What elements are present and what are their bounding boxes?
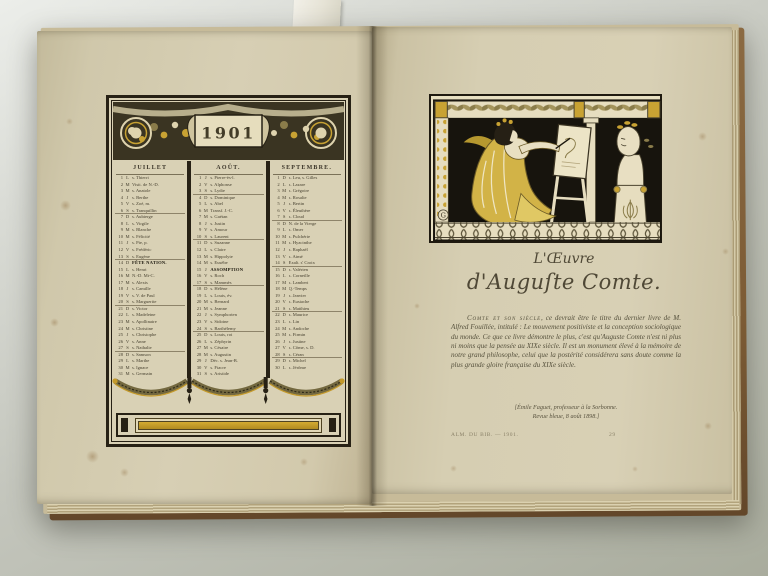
calendar-day-row: 17 M s. Alexis <box>118 279 148 285</box>
calendar-day-row: 14 D FÊTE NATION. <box>115 260 185 267</box>
calendar-day-row: 24 M s. Andoche <box>275 325 310 331</box>
calendar-day-row: 5 J s. Bertin <box>277 201 305 207</box>
calendar-day-row: 19 J s. Janvier <box>275 292 307 298</box>
calendar-day-row: 12 V s. Frédéric <box>118 247 152 253</box>
calendar-day-row: 19 V s. V. de Paul <box>118 292 155 298</box>
svg-text:G: G <box>440 211 446 220</box>
swag <box>115 381 187 396</box>
ribbon-knot <box>112 378 117 383</box>
calendar-day-row: 7 D s. Aubierge <box>115 214 185 221</box>
article-lead: Comte et son siècle <box>467 314 541 322</box>
article-title-line2: d'Auguſte Comte. <box>466 270 662 294</box>
gold-bar-ornament <box>138 421 319 430</box>
calendar-day-row: 22 D s. Maurice <box>272 312 342 319</box>
calendar-day-row: 21 D s. Victor <box>115 306 185 313</box>
calendar-day-row: 4 D s. Dominique <box>193 195 263 202</box>
calendar-day-row: 27 S s. Nathalie <box>118 345 152 351</box>
calendar-day-row: 9 M s. Blanche <box>120 227 152 233</box>
calendar-day-row: 3 S s. Lydie <box>199 188 225 194</box>
calendar-day-row: 9 L s. Omer <box>277 227 304 233</box>
calendar-day-row: 21 S s. Matthieu <box>275 305 310 311</box>
floral-frieze-1901 <box>112 101 345 161</box>
calendar-day-row: 8 D N. de la Vierge <box>272 221 342 228</box>
calendar-column <box>113 161 187 378</box>
calendar-day-row: 29 D s. Michel <box>272 358 342 365</box>
calendar-day-row: 13 M s. Hippolyte <box>196 253 233 259</box>
calendar-day-row: 24 M s. Christine <box>118 325 153 331</box>
right-medallion <box>306 118 336 148</box>
calendar-day-row: 29 J Déc. s. Jean-B. <box>196 358 239 364</box>
calendar-day-row: 22 J s. Symphorien <box>196 312 237 318</box>
calendar-day-row: 15 L s. Henri <box>118 266 147 272</box>
calendar-day-row: 3 M s. Grégoire <box>277 188 310 194</box>
calendar-day-row: 26 V s. Anne <box>118 338 146 344</box>
calendar-ornament-band <box>112 101 345 161</box>
month-header: JUILLET <box>116 161 184 175</box>
calendar-day-row: 31 S s. Aristide <box>196 371 229 377</box>
calendar-day-row: 15 D s. Valérien <box>272 267 342 274</box>
calendar-day-row: 20 M s. Bernard <box>196 299 230 305</box>
calendar-day-row: 21 M s. Jeanne <box>196 305 227 311</box>
book-gutter <box>356 26 388 506</box>
calendar-day-row: 31 M s. Germain <box>118 371 153 377</box>
calendar-day-row: 2 M Visit. de N.-D. <box>120 181 159 187</box>
calendar-day-row: 15 J ASSOMPTION <box>196 266 244 272</box>
calendar-day-row: 11 J s. Pie, p. <box>118 240 148 246</box>
article-body <box>451 314 681 370</box>
calendar-plate <box>106 95 351 447</box>
page-footer <box>451 432 681 442</box>
calendar-day-row: 18 D s. Hélène <box>193 286 263 293</box>
calendar-day-row: 6 M Transf. J.-C. <box>199 207 234 213</box>
calendar-day-row: 8 L s. Virgile <box>120 220 149 226</box>
calendar-day-row: 26 J s. Justine <box>275 338 306 344</box>
calendar-day-row: 27 V s. Côme, s. D. <box>275 345 315 351</box>
calendar-day-row: 29 L s. Marthe <box>118 358 150 364</box>
calendar-day-row: 23 L s. Lin <box>275 319 300 325</box>
calendar-day-row: 25 J s. Christophe <box>118 332 157 338</box>
calendar-day-row: 9 V s. Amour <box>199 227 228 233</box>
calendar-day-row: 2 L s. Lazare <box>277 181 306 187</box>
illustration-plate <box>429 94 662 243</box>
calendar-day-row: 5 V s. Zoé, m. <box>120 201 151 207</box>
calendar-day-row: 19 L s. Louis, év. <box>196 292 233 298</box>
calendar-column <box>191 161 265 378</box>
calendar-day-row: 4 M s. Rosalie <box>277 194 307 200</box>
calendar-day-row: 1 D s. Leu, s. Gilles <box>277 175 318 180</box>
calendar-day-row: 17 M s. Lambert <box>275 279 309 285</box>
calendar-day-row: 16 L s. Corneille <box>275 273 310 279</box>
month-header: AOÛT. <box>194 161 262 175</box>
swag <box>192 381 265 396</box>
calendar-day-row: 7 S s. Cloud <box>277 214 304 220</box>
year-label: 1901 <box>201 123 256 143</box>
calendar-day-row: 11 M s. Hyacinthe <box>275 240 312 246</box>
month-header: SEPTEMBRE. <box>273 161 341 175</box>
footer-almanac-label: ALM. DU BIB. — 1901. <box>451 432 519 438</box>
calendar-day-row: 28 S s. Céran <box>275 351 304 357</box>
calendar-day-row: 28 M s. Augustin <box>196 351 232 357</box>
attribution-line1: [Émile Faguet, professeur à la Sorbonne. <box>514 404 618 411</box>
balustrade <box>435 222 660 239</box>
left-medallion <box>121 118 151 148</box>
calendar-day-row: 16 V s. Roch <box>196 273 225 279</box>
year-banner <box>188 115 270 147</box>
artist-monogram <box>438 210 448 220</box>
calendar-day-row: 20 V s. Eustache <box>275 299 310 305</box>
calendar-day-row: 30 V s. Fiacre <box>196 364 226 370</box>
calendar-day-row: 17 S s. Mammès <box>196 279 232 285</box>
ribbon-knot <box>339 378 344 383</box>
calendar-day-row: 30 L s. Jérôme <box>275 364 307 370</box>
calendar-day-row: 26 L s. Zéphyrin <box>196 338 232 344</box>
calendar-day-row: 24 S s. Barthélemy <box>196 325 236 331</box>
calendar-day-row: 23 V s. Sidoine <box>196 319 229 325</box>
left-pilaster <box>435 118 448 222</box>
article-title-line1: L'Œuvre <box>533 251 595 267</box>
calendar-day-row: 22 L s. Madeleine <box>118 312 156 318</box>
article-body-text: , ce devrait être le titre du dernier livre de M. Alfred Fouillée, intitulé : Le mouvement positiviste et la conception sociologique du monde. Ce que ce livre démontre le plus, c'est qu'Auguste Comte n'est ni plus ni moins que la pensée au XIXe siècle. Il est un monument élevé à la mémoire de notre grand philosophe, celui que la postérité considérera sans doute comme la plus grande gloire française du XIXe siècle. <box>451 314 681 369</box>
calendar-day-row: 3 M s. Anatole <box>120 188 151 194</box>
calendar-day-row: 18 J s. Camille <box>118 286 151 292</box>
footer-page-number: 29 <box>609 432 616 438</box>
calendar-columns <box>112 161 345 378</box>
calendar-day-row: 10 S s. Laurent <box>196 233 229 239</box>
calendar-garland <box>112 377 345 413</box>
column-finial <box>263 377 268 404</box>
calendar-day-row: 1 L s. Thierri <box>120 175 149 180</box>
calendar-column <box>270 161 344 378</box>
calendar-day-row: 23 M s. Apollinaire <box>118 319 157 325</box>
calendar-day-row: 30 M s. Ignace <box>118 364 149 370</box>
calendar-base-bar <box>116 413 341 437</box>
article-attribution <box>451 404 681 421</box>
calendar-day-row: 20 S s. Marguerite <box>118 299 157 305</box>
calendar-day-row: 7 M s. Gaétan <box>199 214 228 220</box>
calendar-day-row: 16 M N.-D. Mt-C. <box>118 273 155 279</box>
calendar-frame <box>111 100 346 442</box>
calendar-day-row: 25 M s. Firmin <box>275 332 306 338</box>
calendar-day-row: 13 V s. Aimé <box>275 253 303 259</box>
calendar-day-row: 14 M s. Eusèbe <box>196 260 228 266</box>
calendar-day-row: 14 S Exalt. s' Croix <box>275 260 315 266</box>
calendar-day-row: 6 V s. Éleuthère <box>277 207 311 213</box>
calendar-day-row: 1 J s. Pierre-ès-l. <box>199 175 235 180</box>
calendar-day-row: 12 J s. Raphaël <box>275 247 308 253</box>
calendar-day-row: 12 L s. Claire <box>196 247 226 253</box>
column-finial <box>187 377 192 404</box>
calendar-day-row: 10 M s. Félicité <box>118 233 150 239</box>
garland-swags <box>112 377 345 413</box>
swag <box>270 381 342 396</box>
calendar-day-row: 18 M Q.-Temps <box>275 286 307 292</box>
calendar-day-row: 28 D s. Samson <box>115 352 185 359</box>
attribution-line2: Revue bleue, 8 août 1898.] <box>532 412 600 420</box>
calendar-day-row: 2 V s. Alphonse <box>199 181 232 187</box>
calendar-day-row: 11 D s. Suzanne <box>193 240 263 247</box>
calendar-day-row: 5 L s. Abel <box>199 201 224 207</box>
muse-engraving <box>433 98 662 243</box>
calendar-day-row: 25 D s. Louis, roi <box>193 332 263 339</box>
calendar-day-row: 27 M s. Césaire <box>196 345 229 351</box>
calendar-day-row: 10 M s. Pulchérie <box>275 233 311 239</box>
calendar-day-row: 13 S s. Eugène <box>118 253 150 259</box>
calendar-day-row: 8 J s. Justin <box>199 220 226 226</box>
calendar-day-row: 6 S s. Tranquillin <box>120 207 157 213</box>
article-title <box>444 251 684 294</box>
calendar-day-row: 4 J s. Berthe <box>120 194 149 200</box>
